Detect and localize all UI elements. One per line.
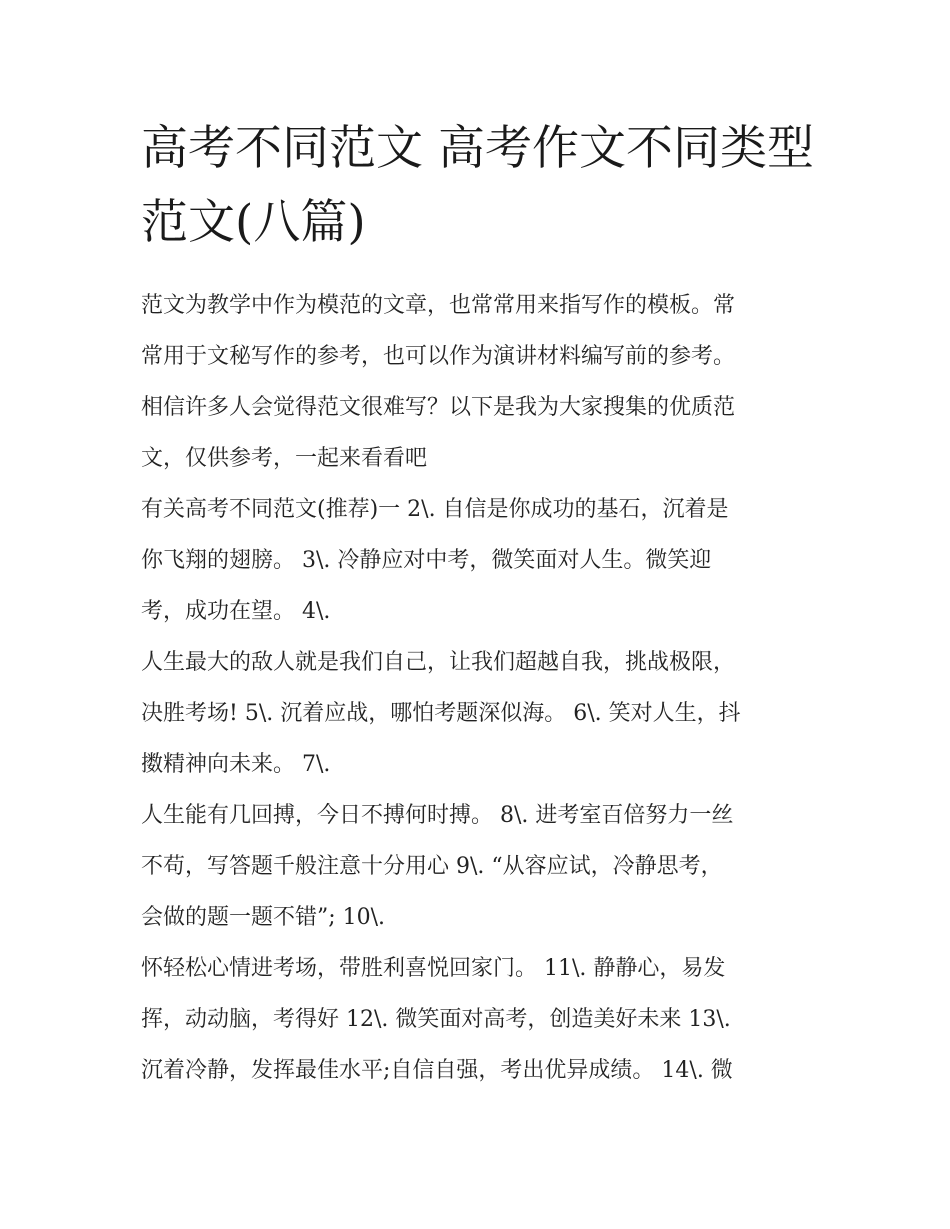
body-line: 会做的题一题不错”; 10\. <box>141 905 386 930</box>
body-line: 擞精神向未来。 7\. <box>141 752 331 777</box>
body-line: 挥，动动脑，考得好 12\. 微笑面对高考，创造美好未来 13\. <box>141 1007 731 1032</box>
body-line: 常用于文秘写作的参考，也可以作为演讲材料编写前的参考。 <box>141 344 736 369</box>
body-line: 你飞翔的翅膀。 3\. 冷静应对中考，微笑面对人生。微笑迎 <box>141 548 712 573</box>
body-line: 怀轻松心情进考场，带胜利喜悦回家门。 11\. 静静心，易发 <box>141 956 726 981</box>
body-line: 考，成功在望。 4\. <box>141 599 331 624</box>
body-line: 决胜考场! 5\. 沉着应战，哪怕考题深似海。 6\. 笑对人生，抖 <box>141 701 741 726</box>
body-line: 相信许多人会觉得范文很难写？以下是我为大家搜集的优质范 <box>141 395 736 420</box>
page-title: 高考不同范文 高考作文不同类型范文(八篇) <box>141 121 814 250</box>
body-line: 人生能有几回搏，今日不搏何时搏。 8\. 进考室百倍努力一丝 <box>141 803 734 828</box>
body-line: 文，仅供参考，一起来看看吧 <box>141 446 428 471</box>
body-line: 沉着冷静，发挥最佳水平;自信自强，考出优异成绩。 14\. 微 <box>141 1058 733 1083</box>
document-body <box>141 280 821 1096</box>
body-line: 范文为教学中作为模范的文章，也常常用来指写作的模板。常 <box>141 293 736 318</box>
body-line: 有关高考不同范文(推荐)一 2\. 自信是你成功的基石，沉着是 <box>141 497 729 522</box>
body-line: 不苟，写答题千般注意十分用心 9\. “从容应试，冷静思考， <box>141 854 723 879</box>
body-line: 人生最大的敌人就是我们自己，让我们超越自我，挑战极限， <box>141 650 736 675</box>
